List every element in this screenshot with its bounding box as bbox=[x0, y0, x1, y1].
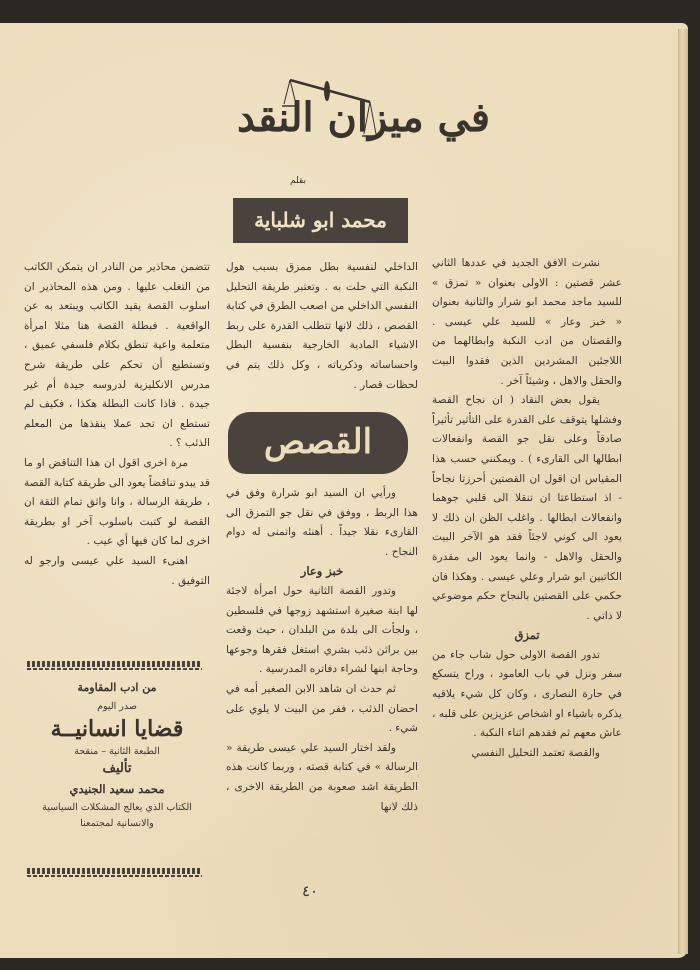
subheading-khubz-wa-aar: خبز وعار bbox=[300, 564, 344, 579]
ad-edition: الطبعة الثانية – منقحة bbox=[74, 746, 160, 757]
book-advertisement bbox=[24, 675, 210, 832]
article-header bbox=[90, 66, 490, 166]
paragraph: مرة اخرى اقول ان هذا التناقض او ما قد يبدو تناقضاً يعود الى طريقة كتابة القصة ، طريقة الرسالة ، وانا واثق تمام الثقة ان القصة لو كتبت باسلوب آخر او بطريقة اخرى لما كان فيها أي عيب . bbox=[24, 456, 210, 548]
paragraph: اهنىء السيد علي عيسى وارجو له التوفيق . bbox=[24, 554, 210, 587]
page-edge bbox=[678, 29, 688, 954]
paragraph: تدور القصة الاولى حول شاب جاء من سفر ونزل في باب العامود ، وراح يتسكع في حارة النصارى ، وكان كل شيء يلاقيه يذكره باشياء او اشخاص عزيزين على قلبه ، عاش معهم ثم فقدهم اثناء النكبة . bbox=[432, 648, 622, 740]
column-right bbox=[432, 254, 622, 763]
section-banner-stories: القصص bbox=[228, 412, 408, 474]
ad-authoring-label: تأليف bbox=[102, 761, 132, 776]
paragraph: نشرت الافق الجديد في عددها الثاني عشر قصتين : الاولى بعنوان « تمزق » للسيد ماجد محمد ابو شرار والثانية بعنوان « خبز وعار » للسيد علي عيسى . والقصتان من ادب النكبة وابطالهما من اللاجئين المشردين الذين فقدوا البيت والحقل والاهل ، وشيئاً آخر . bbox=[432, 257, 622, 387]
paragraph: ورأيي ان السيد ابو شرارة وفق في هذا الربط ، ووفق في نقل جو التمزق الى القارىء نقلا جيداً . أهنئه واتمنى له دوام النجاح . bbox=[226, 487, 418, 558]
author-name-box: محمد ابو شلباية bbox=[233, 198, 408, 243]
column-middle-upper bbox=[226, 258, 418, 395]
column-left bbox=[24, 258, 210, 591]
column-middle-lower bbox=[226, 484, 418, 817]
paragraph: تتضمن محاذير من النادر ان يتمكن الكاتب من التغلب عليها . ومن هذه المحاذير ان اسلوب القصة يقيد الكاتب ويبتعد به عن الواقعية . فبطلة القصة هنا مثلا امرأة متعلمة واعية تنطق بكلام فلسفي عميق ، وتستطيع أن تحكم على طريقة شرح مدرس الانكليزية لدروسه جيدة أم غير جيدة . فاذا كانت البطلة هكذا ، فكيف لم تستطع ان تجد عملا ينقذها من المعلم الذئب ؟ . bbox=[24, 261, 210, 450]
ad-divider-bottom bbox=[27, 868, 202, 874]
ad-book-title: قضايا انسانيــة bbox=[50, 716, 184, 742]
paragraph: ولقد اختار السيد علي عيسى طريقة « الرسالة » في كتابة قصته ، وربما كانت هذه الطريقة اشد صعوبة من الطريقة الاخرى ، ذلك لانها bbox=[226, 741, 418, 813]
paragraph: والقصة تعتمد التحليل النفسي bbox=[471, 746, 600, 759]
paragraph: يقول بعض النقاد ( ان نجاح القصة وفشلها يتوقف على القدرة على التأثير تأثيراً صادقاً وعلى نقل جو القصة وانفعالات ابطالها الى القارىء ) . ويمكنني حسب هذا المقياس ان اقول ان القصتين أحرزتا نجاحاً - اذ استطاعتا ان تنقلا الى قلبي جوهما وانفعالات ابطالها . واغلب الظن ان ذلك لا يعود الى كوني لاجئاً فقد هو الآخر البيت والحقل والاهل - وانما يعود الى مقدرة الكاتبين ابو شرار وعلي عيسى . وهكذا فان حكمي على القصتين بالنجاح حكم موضوعي لا ذاتي . bbox=[432, 394, 622, 622]
paragraph: الداخلي لنفسية بطل ممزق بسبب هول النكبة التي حلت به . وتعتبر طريقة التحليل النفسي الداخلي من اصعب الطرق في كتابة القصص ، ذلك لانها تتطلب القدرة على ربط الاشياء المادية الخارجية بنفسية البطل واحساساته وذكرياته ، وكل ذلك يتم في لحظات قصار . bbox=[226, 261, 418, 391]
ad-series: من ادب المقاومة bbox=[77, 681, 157, 694]
ad-book-author: محمد سعيد الجنيدي bbox=[69, 782, 165, 796]
paragraph: وتدور القصة الثانية حول امرأة لاجئة لها ابنة صغيرة استشهد زوجها في فلسطين ، ولجأت الى بلدة من البلدان ، حيث وقعت بين براثن ذئب بشري استغل فقرها وجوعها وحاجة ابنها لشراء دفاتره المدرسية . bbox=[226, 584, 418, 676]
ad-released: صدر اليوم bbox=[97, 701, 137, 712]
paragraph: ثم حدث ان شاهد الابن الصغير أمه في احضان الذئب ، ففر من البيت لا يلوي على شيء . bbox=[226, 682, 418, 735]
article-title: في ميزان النقد bbox=[237, 94, 490, 141]
subheading-tamazzuq: تمزق bbox=[514, 628, 540, 643]
byline-label: بقلم bbox=[290, 176, 307, 186]
page-number: ٤٠ bbox=[302, 882, 319, 900]
ad-description: الكتاب الذي يعالج المشكلات السياسية والانسانية لمجتمعنا bbox=[42, 802, 192, 829]
ad-divider-top bbox=[27, 661, 202, 667]
